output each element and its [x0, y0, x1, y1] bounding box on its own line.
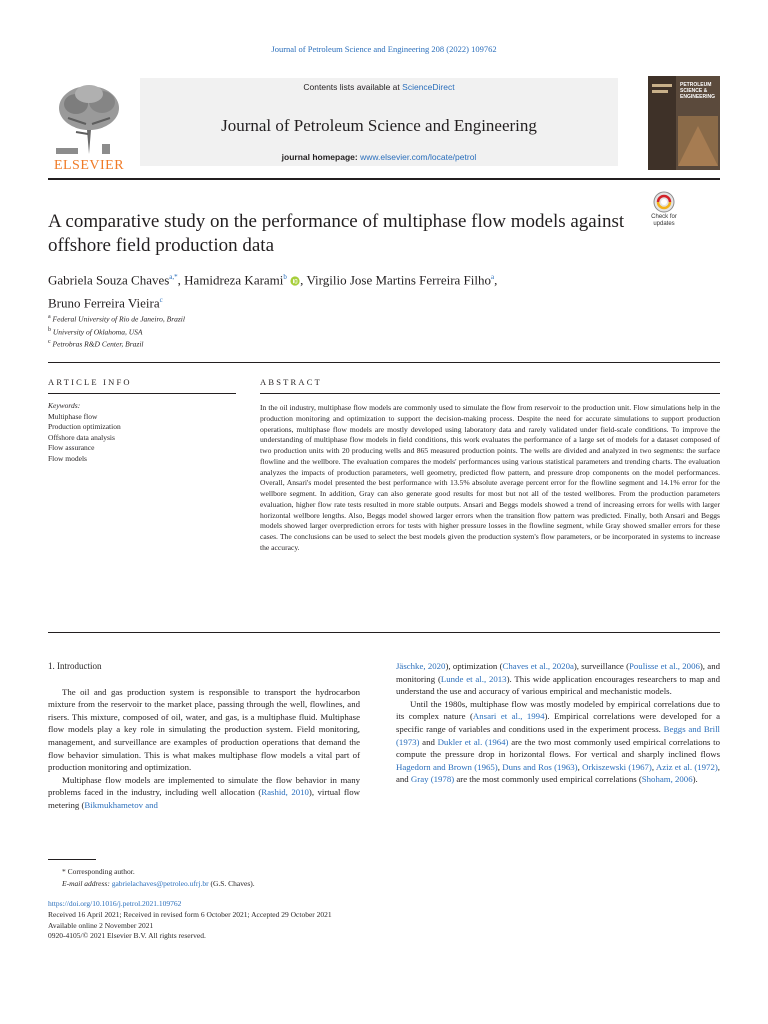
abstract-rule	[260, 393, 720, 394]
copyright-line: 0920-4105/© 2021 Elsevier B.V. All rights reserved.	[48, 931, 206, 941]
footnotes	[48, 866, 448, 890]
journal-masthead	[48, 70, 720, 172]
intro-paragraph: Until the 1980s, multiphase flow was mostly modeled by empirical correlations due to its complex nature (Ansari et al., 1994). Empirical correlations were developed for a specific range of variables and conditions used in the experiment process. Beggs and Brill (1973) and Dukler et al. (1964) are the two most commonly used empirical correlations to compute the pressure drop in horizontal flows. For vertical and sharply inclined flows Hagedorn and Brown (1965), Duns and Ros (1963), Orkiszewski (1967), Aziz et al. (1972), and Gray (1978) are the most commonly used empirical correlations (Shoham, 2006).	[396, 698, 721, 785]
article-info-rule	[48, 393, 236, 394]
corresponding-author-note: * Corresponding author.	[62, 867, 135, 876]
citation-link[interactable]: Poulisse et al., 2006	[629, 661, 700, 671]
author-marks[interactable]: a,*	[169, 273, 178, 281]
masthead-box	[140, 78, 618, 166]
author-name[interactable]: Bruno Ferreira Vieira	[48, 295, 160, 311]
masthead-rule	[48, 178, 720, 180]
keyword-item: Flow assurance	[48, 443, 95, 453]
footnote-rule	[48, 859, 96, 860]
homepage-link[interactable]: www.elsevier.com/locate/petrol	[360, 152, 477, 162]
affiliation-item: $^a$ Federal University of Rio de Janeiro, Brazil	[48, 314, 185, 324]
keyword-item: Multiphase flow	[48, 411, 98, 421]
affiliations	[48, 312, 448, 350]
check-updates-icon	[646, 190, 682, 214]
intro-paragraph: The oil and gas production system is responsible to transport the hydrocarbon mixture from the reservoir to the market place, passing through the well, flowlines, and risers. This mixture, composed of oil, water, and gas, is a multiphase fluid. Multiphase flow models play a key role in simulating the production system. Field monitoring, management, and surveillance are examples of production operations that demand the flow behavior simulation. This is what makes multiphase flow models a vital part of production monitoring and optimization.	[48, 686, 360, 773]
citation-link[interactable]: Bikmukhametov and	[84, 799, 158, 810]
elsevier-logo[interactable]	[48, 78, 130, 173]
affiliation-item: $^c$ Petrobras R&D Center, Brazil	[48, 339, 144, 349]
citation-link[interactable]: Chaves et al., 2020a	[502, 661, 574, 671]
introduction-heading: 1. Introduction	[48, 661, 102, 671]
article-info-heading: ARTICLE INFO	[48, 377, 132, 387]
check-for-updates-badge[interactable]	[646, 190, 682, 236]
journal-title: Journal of Petroleum Science and Engineering	[221, 116, 537, 135]
email-note: E-mail address: gabrielachaves@petroleo.ufrj.br (G.S. Chaves).	[62, 879, 255, 888]
citation-link[interactable]: Lunde et al., 2013	[440, 673, 507, 684]
keywords-title: Keywords:	[48, 401, 81, 410]
article-title: A comparative study on the performance of multiphase flow models against offshore field production data	[48, 211, 625, 256]
citation-link[interactable]: Duns and Ros (1963)	[502, 761, 578, 772]
contents-prefix: Contents lists available at	[303, 82, 400, 92]
author-marks[interactable]: b	[283, 273, 287, 281]
running-header[interactable]: Journal of Petroleum Science and Engineering 208 (2022) 109762	[271, 44, 497, 54]
author-list: Gabriela Souza Chaves$^{a,*}$, Hamidreza Karami$^b$ , Virgilio Jose Martins Ferreira Filho$^a$, Bruno Ferreira Vieira$^c$	[48, 272, 498, 311]
body-right-column	[396, 660, 720, 786]
citation-link[interactable]: Ansari et al., 1994	[472, 711, 545, 722]
body-left-column	[48, 660, 360, 812]
citation-link[interactable]: Aziz et al. (1972)	[655, 761, 718, 772]
affiliation-item: $^b$ University of Oklahoma, USA	[48, 326, 143, 336]
abstract-bottom-rule	[48, 632, 720, 633]
citation-link[interactable]: Rashid, 2010	[261, 787, 309, 798]
keyword-item: Flow models	[48, 453, 87, 463]
cover-title: PETROLEUM SCIENCE & ENGINEERING	[680, 82, 716, 100]
author-name[interactable]: Virgilio Jose Martins Ferreira Filho	[306, 272, 492, 288]
citation-link[interactable]: Orkiszewski (1967)	[582, 761, 652, 772]
homepage-line	[140, 152, 618, 162]
available-online: Available online 2 November 2021	[48, 920, 154, 930]
citation-link[interactable]: Hagedorn and Brown (1965)	[396, 761, 498, 772]
citation-link[interactable]: Jäschke, 2020	[396, 661, 446, 671]
article-metadata	[48, 899, 548, 942]
intro-paragraph: Multiphase flow models are implemented to simulate the flow behavior in many problems faced in the industry, including well allocation (Rashid, 2010), virtual flow metering (Bikmukhametov and	[48, 774, 360, 810]
citation-link[interactable]: Beggs and Brill (1973)	[396, 723, 720, 747]
orcid-icon[interactable]	[290, 276, 300, 286]
publisher-name: ELSEVIER	[53, 158, 125, 173]
affiliation-rule	[48, 362, 720, 363]
keyword-item: Production optimization	[48, 422, 121, 432]
elsevier-tree-icon	[48, 78, 130, 156]
author-name[interactable]: Hamidreza Karami	[184, 272, 284, 288]
contents-line	[140, 82, 618, 92]
keyword-item: Offshore data analysis	[48, 432, 115, 442]
abstract-text: In the oil industry, multiphase flow models are commonly used to simulate the flow from reservoir to the production unit. Flow simulations help in the production monitoring and optimization to support the decision-making process. Despite the need for accurate simulations to support production operations, multiphase flow models are mostly developed using laboratory data and rarely validated under field-scale conditions. To improve the understanding of multiphase flow models in field conditions, this work evaluates the performance of a large set of models for a dataset composed of two production units with 20 producing wells and 865 measured production points. The wells are divided and analyzed in two segments: the surface flowline and the wellbore. The evaluation compares the models' performances using various statistical parameters and trending charts. The evaluation analyzes the impacts of production parameters, well geometry, predicted flow pattern, and pressure drop components on the model performances. Overall, Ansari's model presented the best performance with 13.5% absolute average percent error for the flowline segment and 14.1% error for the wellbore segment. In addition, Gray can also generate good results for most but not all of the tested wellbores. From the production parameters evaluation, higher flow rate tests resulted in more stable outputs. Ansari and Beggs models showed a trend of increasing errors for wells with larger horizontal wellbore lengths. Also, Beggs model showed larger errors when the transition flow pattern was predicted. Finally, both Ansari and Beggs models showed larger overprediction errors for tests with higher pressure losses in the flowline segment, while Gray showed smaller errors for these cases. The conclusions can be used to select the best models given the production system's flow parameters, or be incorporated in systems to increase the accuracy.	[260, 403, 720, 552]
citation-link[interactable]: Gray (1978)	[410, 774, 455, 785]
check-updates-label: Check for updates	[651, 214, 677, 227]
author-name[interactable]: Gabriela Souza Chaves	[48, 272, 170, 288]
author-marks[interactable]: a	[491, 273, 495, 281]
sciencedirect-link[interactable]: ScienceDirect	[402, 82, 455, 92]
intro-paragraph-continued: Jäschke, 2020), optimization (Chaves et al., 2020a), surveillance (Poulisse et al., 2006), and monitoring (Lunde et al., 2013). This wide application encourages researchers to map and understand the use and accuracy of various empirical and mechanistic models.	[396, 661, 720, 697]
journal-cover[interactable]	[648, 76, 720, 170]
author-marks[interactable]: c	[159, 296, 163, 305]
citation-link[interactable]: Dukler et al. (1964)	[437, 736, 509, 747]
email-link[interactable]: gabrielachaves@petroleo.ufrj.br	[111, 879, 209, 888]
citation-link[interactable]: Shoham, 2006	[641, 774, 693, 785]
received-dates: Received 16 April 2021; Received in revised form 6 October 2021; Accepted 29 October 2021	[48, 909, 332, 919]
keywords-block	[48, 401, 236, 465]
doi-link[interactable]: https://doi.org/10.1016/j.petrol.2021.109762	[48, 899, 182, 908]
homepage-label: journal homepage:	[281, 152, 358, 162]
email-label: E-mail address:	[62, 879, 110, 888]
abstract-heading: ABSTRACT	[260, 377, 322, 387]
